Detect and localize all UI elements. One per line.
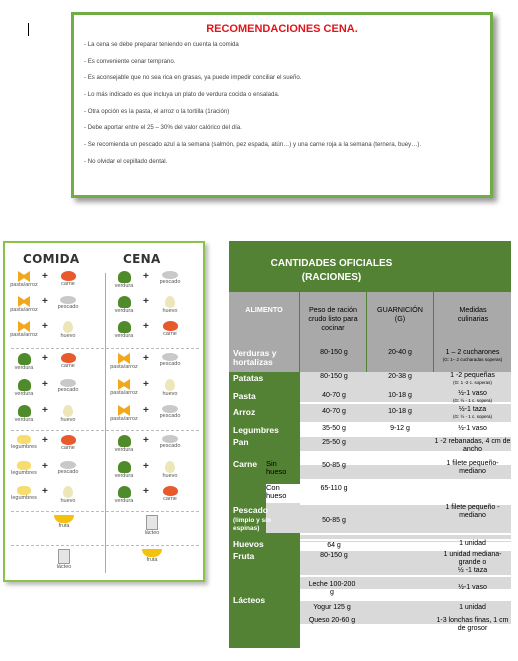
food-label: verdura (14, 365, 34, 371)
header-peso-cell (300, 292, 366, 372)
verdura-icon (118, 486, 131, 498)
food-item (109, 296, 139, 314)
verdura-icon (118, 461, 131, 473)
fruta-icon (142, 549, 162, 557)
food-label: legumbres (11, 495, 37, 501)
food-item (53, 405, 83, 423)
label-fruta: Fruta (233, 551, 255, 561)
plus-sign: + (42, 461, 48, 472)
fruta-icon (54, 515, 74, 523)
carne-icon (163, 321, 178, 331)
food-item (109, 486, 139, 504)
huevo-icon (63, 405, 73, 417)
header-peso: Peso de ración crudo listo para cocinar (308, 305, 358, 332)
carne-sin-hueso: Sin hueso (266, 459, 287, 476)
plus-sign: + (143, 296, 149, 307)
recomendacion-item: - La cena se debe preparar teniendo en cuenta la comida (84, 41, 239, 48)
carne-icon (61, 353, 76, 363)
food-label: huevo (162, 391, 178, 397)
recomendacion-item: - Se recomienda un pescado azul a la semana (salmón, pez espada, atún…) y una carne roja a la semana (ternera, buey…). (84, 141, 422, 149)
lacteos-yogur: Yogur 125 g (313, 604, 351, 611)
pasta-icon (118, 405, 130, 416)
food-item (9, 405, 39, 423)
pasta-icon (18, 321, 30, 332)
food-item (155, 405, 185, 419)
lacteos-leche: Leche 100-200 g (308, 581, 356, 596)
verdura-icon (118, 321, 131, 333)
pasta-icon (18, 271, 30, 282)
food-item (109, 379, 139, 396)
pescado-icon (162, 271, 178, 279)
food-item (109, 271, 139, 289)
recomendacion-item: - Lo más indicado es que incluya un plato de verdura cocida o ensalada. (84, 91, 280, 99)
carne-sin-peso: 50-85 g (322, 462, 346, 469)
verduras-medidas (434, 349, 511, 362)
food-label: verdura (114, 333, 134, 339)
label-arroz: Arroz (233, 407, 256, 417)
table-title (229, 257, 434, 285)
carne-sin-medidas: 1 filete pequeño-mediano (446, 460, 499, 475)
food-label: pescado (57, 387, 79, 393)
label-legumbres: Legumbres (233, 425, 279, 435)
food-item (109, 405, 139, 422)
comida-heading: COMIDA (23, 252, 80, 266)
food-item (9, 296, 39, 313)
section-divider (11, 545, 199, 546)
pescado-peso: 50-85 g (322, 517, 346, 524)
arroz-peso: 40-70 g (322, 408, 346, 415)
plus-sign: + (42, 486, 48, 497)
pescado-icon (60, 296, 76, 304)
table-title-line1: CANTIDADES OFICIALES (270, 258, 393, 269)
patatas-medida: 1 -2 pequeñas (450, 372, 495, 379)
legumbres-icon (17, 435, 31, 444)
text-cursor (28, 23, 29, 36)
food-label: verdura (14, 417, 34, 423)
legumbres-medidas: ½-1 vaso (458, 425, 487, 432)
label-verduras: Verduras y hortalizas (233, 348, 277, 367)
huevo-icon (63, 321, 73, 333)
carne-con-peso: 65-110 g (320, 485, 348, 492)
pasta-medida: ½-1 vaso (458, 390, 487, 397)
plus-sign: + (42, 353, 48, 364)
food-label: pasta/arroz (110, 416, 138, 422)
food-item (9, 379, 39, 397)
carne-icon (61, 435, 76, 445)
label-patatas: Patatas (233, 373, 264, 383)
pescado-icon (162, 405, 178, 413)
huevos-medidas: 1 unidad (459, 540, 486, 547)
food-item (9, 435, 39, 450)
huevo-icon (165, 379, 175, 391)
fruta-medida-2: ½ -1 taza (457, 567, 488, 574)
plus-sign: + (42, 296, 48, 307)
food-item (9, 353, 39, 371)
verdura-icon (118, 271, 131, 283)
lacteos-yogur-medidas: 1 unidad (459, 604, 486, 611)
pescado-icon (162, 435, 178, 443)
pasta-medidas (434, 390, 511, 403)
food-item (53, 296, 83, 310)
pescado-medidas: 1 filete pequeño - mediano (445, 504, 500, 519)
label-pan: Pan (233, 437, 249, 447)
food-label: verdura (114, 308, 134, 314)
plus-sign: + (143, 435, 149, 446)
lacteos-leche-medidas: ½-1 vaso (458, 584, 487, 591)
pasta-nota: (G: ½ - 1 c. sopera) (452, 398, 492, 403)
food-label: legumbres (11, 444, 37, 450)
pescado-icon (60, 379, 76, 387)
food-label: fruta (58, 523, 70, 529)
comida-cena-infographic (3, 241, 205, 582)
food-item (155, 353, 185, 367)
recomendacion-item: - Es conveniente cenar temprano. (84, 57, 176, 65)
food-item (53, 435, 83, 451)
food-label: carne (61, 281, 75, 287)
food-label: lácteo (144, 530, 160, 536)
food-label: huevo (162, 308, 178, 314)
food-label: verdura (114, 447, 134, 453)
lacteo-icon (58, 549, 70, 564)
food-label: pescado (159, 279, 181, 285)
food-label: legumbres (11, 470, 37, 476)
food-label: huevo (60, 417, 76, 423)
legumbres-peso: 35-50 g (322, 425, 346, 432)
legumbres-guarnicion: 9-12 g (390, 425, 410, 432)
fruta-medidas (434, 551, 511, 575)
arroz-medidas (434, 406, 511, 419)
food-label: carne (163, 496, 177, 502)
plus-sign: + (42, 321, 48, 332)
pasta-icon (118, 353, 130, 364)
food-item (53, 379, 83, 393)
section-divider (11, 348, 199, 349)
food-label: verdura (114, 473, 134, 479)
food-item (155, 379, 185, 397)
food-label: huevo (162, 473, 178, 479)
food-label: fruta (146, 557, 158, 563)
food-label: pescado (57, 304, 79, 310)
recomendaciones-title: RECOMENDACIONES CENA. (206, 23, 358, 35)
food-label: pasta/arroz (10, 282, 38, 288)
food-label: pescado (57, 469, 79, 475)
food-item (109, 435, 139, 453)
table-title-line2: (RACIONES) (301, 272, 362, 283)
plus-sign: + (143, 379, 149, 390)
huevo-icon (165, 461, 175, 473)
food-item (53, 353, 83, 369)
verduras-peso: 80-150 g (320, 349, 348, 356)
food-label: verdura (14, 391, 34, 397)
recomendacion-item: - Es aconsejable que no sea rica en grasas, ya puede impedir conciliar el sueño. (84, 74, 302, 82)
food-item (137, 549, 167, 563)
row-gap (300, 388, 511, 389)
arroz-nota: (G: ½ - 1 c. sopera) (452, 414, 492, 419)
pescado-icon (162, 353, 178, 361)
pasta-icon (18, 296, 30, 307)
patatas-nota: (G: 1 -2 c. soperas) (453, 380, 492, 385)
plus-sign: + (143, 353, 149, 364)
arroz-medida: ½-1 taza (458, 406, 487, 413)
pasta-peso: 40-70 g (322, 392, 346, 399)
food-item (53, 321, 83, 339)
verduras-nota: (G: 1– 2 cucharadas soperas) (442, 357, 503, 362)
header-guarnicion: GUARNICIÓN (G) (377, 305, 423, 323)
verdura-icon (18, 405, 31, 417)
food-item (53, 271, 83, 287)
plus-sign: + (143, 271, 149, 282)
plus-sign: + (42, 405, 48, 416)
pan-peso: 25-50 g (322, 439, 346, 446)
huevo-icon (165, 296, 175, 308)
food-label: carne (163, 331, 177, 337)
food-label: huevo (60, 333, 76, 339)
carne-icon (163, 486, 178, 496)
pescado-icon (60, 461, 76, 469)
food-item (49, 549, 79, 570)
food-label: huevo (60, 498, 76, 504)
food-item (155, 461, 185, 479)
food-label: pasta/arroz (110, 364, 138, 370)
header-alimento: ALIMENTO (245, 305, 283, 314)
food-label: verdura (114, 283, 134, 289)
header-guarnicion-cell (367, 292, 433, 372)
verdura-icon (118, 296, 131, 308)
verdura-icon (18, 379, 31, 391)
lacteo-icon (146, 515, 158, 530)
recomendacion-item: - Otra opción es la pasta, el arroz o la tortilla (1ración) (84, 107, 230, 115)
fruta-peso: 80-150 g (320, 552, 348, 559)
label-pescado: Pescado (233, 505, 268, 515)
pan-medidas: 1 -2 rebanadas, 4 cm de ancho (434, 438, 511, 453)
food-item (155, 435, 185, 449)
label-carne: Carne (233, 459, 258, 469)
label-lacteos: Lácteos (233, 595, 266, 605)
label-huevos: Huevos (233, 539, 264, 549)
food-item (109, 353, 139, 370)
verdura-icon (118, 435, 131, 447)
food-item (155, 271, 185, 285)
food-item (9, 271, 39, 288)
huevos-peso: 64 g (327, 542, 341, 549)
food-label: carne (61, 445, 75, 451)
plus-sign: + (42, 271, 48, 282)
recomendacion-item: - Debe aportar entre el 25 – 30% del valor calórico del día. (84, 124, 242, 132)
food-item (109, 461, 139, 479)
cantidades-table (229, 241, 511, 648)
food-item (49, 515, 79, 529)
food-item (155, 486, 185, 502)
plus-sign: + (143, 405, 149, 416)
food-item (9, 486, 39, 501)
huevo-icon (63, 486, 73, 498)
patatas-medidas (434, 372, 511, 385)
food-label: carne (61, 363, 75, 369)
legumbres-icon (17, 461, 31, 470)
food-item (155, 321, 185, 337)
recomendaciones-list (84, 41, 480, 166)
food-label: pasta/arroz (10, 307, 38, 313)
lacteos-queso: Queso 20-60 g (308, 617, 356, 624)
food-item (9, 321, 39, 338)
label-pasta: Pasta (233, 391, 256, 401)
plus-sign: + (42, 435, 48, 446)
plus-sign: + (143, 486, 149, 497)
recomendacion-item: - No olvidar el cepillado dental. (84, 157, 168, 165)
fruta-medida: 1 unidad mediana-grande o (443, 551, 502, 566)
carne-icon (61, 271, 76, 281)
plus-sign: + (143, 461, 149, 472)
recomendaciones-box (71, 12, 493, 198)
plus-sign: + (42, 379, 48, 390)
pasta-guarnicion: 10-18 g (388, 392, 412, 399)
food-label: verdura (114, 498, 134, 504)
food-label: pasta/arroz (110, 390, 138, 396)
food-item (155, 296, 185, 314)
label-pescado-sub: (limpio y sin espinas) (233, 517, 271, 532)
header-medidas: Medidas culinarias (457, 305, 489, 323)
legumbres-icon (17, 486, 31, 495)
arroz-guarnicion: 10-18 g (388, 408, 412, 415)
food-label: pescado (159, 361, 181, 367)
food-item (109, 321, 139, 339)
food-label: pasta/arroz (10, 332, 38, 338)
section-divider (11, 430, 199, 431)
food-item (9, 461, 39, 476)
food-item (137, 515, 167, 536)
patatas-guarnicion: 20-38 g (388, 373, 412, 380)
column-divider (105, 273, 106, 573)
food-label: pescado (159, 413, 181, 419)
verdura-icon (18, 353, 31, 365)
carne-con-hueso: Con hueso (266, 483, 287, 500)
food-item (53, 461, 83, 475)
food-item (53, 486, 83, 504)
food-label: lácteo (56, 564, 72, 570)
patatas-peso: 80-150 g (320, 373, 348, 380)
cena-heading: CENA (123, 252, 161, 266)
section-divider (11, 511, 199, 512)
food-label: pescado (159, 443, 181, 449)
pasta-icon (118, 379, 130, 390)
verduras-medida: 1 – 2 cucharones (445, 349, 500, 356)
verduras-guarnicion: 20-40 g (388, 349, 412, 356)
lacteos-queso-medidas: 1-3 lonchas finas, 1 cm de grosor (436, 617, 509, 632)
plus-sign: + (143, 321, 149, 332)
